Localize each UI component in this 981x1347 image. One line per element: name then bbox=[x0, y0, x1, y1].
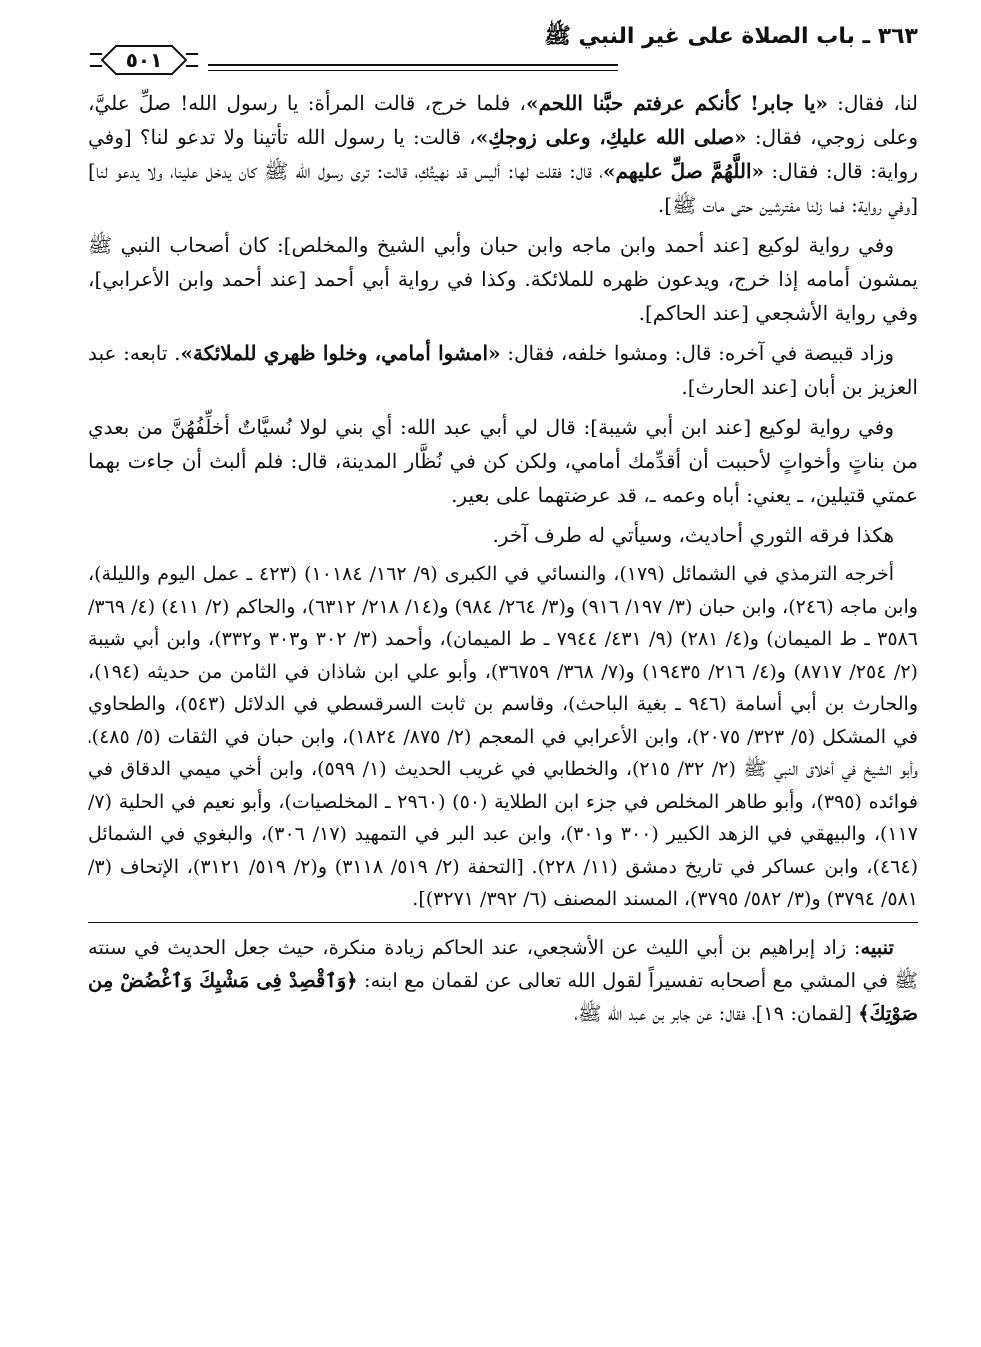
paragraph bbox=[88, 518, 918, 552]
main-text bbox=[88, 86, 918, 1030]
bold-text-run: «صلى الله عليكِ، وعلى زوجكِ» bbox=[475, 125, 747, 149]
text-run: ، فلما خرج، قالت المرأة: يا رسول الله! صلِّ عليَّ، وعلى زوجي، فقال: bbox=[88, 91, 919, 149]
book-page bbox=[88, 18, 918, 1328]
text-run: هكذا فرقه الثوري أحاديث، وسيأتي له طرف آخر. bbox=[492, 523, 894, 547]
separator-line bbox=[88, 922, 918, 923]
bold-text-run: «امشوا أمامي، وخلوا ظهري للملائكة» bbox=[180, 341, 501, 365]
text-run: ، قال: فقلت لها: أليس قد نهيتُكِ، قالت: ترى رسول الله ﷺ كان يدخل علينا، ولا يدعو لنا] [وفي رواية: فما زلنا مفترشين حتى مات ﷺ]. bbox=[88, 159, 918, 217]
paragraph bbox=[88, 410, 918, 512]
page-number-ornament bbox=[88, 40, 200, 80]
paragraph bbox=[88, 86, 918, 222]
sources-paragraph: أخرجه الترمذي في الشمائل (١٧٩)، والنسائي في الكبرى (٩/ ١٦٢/ ١٠١٨٤) (٤٢٣ ـ عمل اليوم والليلة)، وابن ماجه (٢٤٦)، وابن حبان (٣/ ١٩٧/ ٩١٦) و(٣/ ٢٦٤/ ٩٨٤) و(١٤/ ٢١٨/ ٦٣١٢)، والحاكم (٢/ ٤١١) (٤/ ٣٦٩/ ٣٥٨٦ ـ ط الميمان) و(٤/ ٢٨١) (٩/ ٤٣١/ ٧٩٤٤ ـ ط الميمان)، وأحمد (٣/ ٣٠٢ و٣٠٣ و٣٣٢)، وابن أبي شيبة (٢/ ٢٥٤/ ٨٧١٧) و(٤/ ٢١٦/ ١٩٤٣٥) و(٧/ ٣٦٨/ ٣٦٧٥٩)، وأبو علي ابن شاذان في الثامن من حديثه (١٩٤)، والحارث بن أبي أسامة (٩٤٦ ـ بغية الباحث)، وقاسم بن ثابت السرقسطي في الدلائل (٥٤٣)، والطحاوي في المشكل (٥/ ٣٢٣/ ٢٠٧٥)، وابن الأعرابي في المعجم (٢/ ٨٧٥/ ١٨٢٤)، وابن حبان في الثقات (٥/ ٤٨٥)، وأبو الشيخ في أخلاق النبي ﷺ (٢/ ٣٢/ ٢١٥)، والخطابي في غريب الحديث (١/ ٥٩٩)، وابن أخي ميمي الدقاق في فوائده (٣٩٥)، وأبو طاهر المخلص في جزء ابن الطلاية (٥٠) (٢٩٦٠ ـ المخلصيات)، وأبو نعيم في الحلية (٧/ ١١٧)، والبيهقي في الزهد الكبير (٣٠٠ و٣٠١)، وابن عبد البر في التمهيد (١٧/ ٣٠٦)، والبغوي في الشمائل (٤٦٤)، وابن عساكر في تاريخ دمشق (١١/ ٢٢٨). [التحفة (٢/ ٥١٩/ ٣١١٨) و(٢/ ٥١٩/ ٣١٢١)، الإتحاف (٣/ ٥٨١/ ٣٧٩٤) و(٣/ ٥٨٢/ ٣٧٩٥)، المسند المصنف (٦/ ٣٩٢/ ٣٢٧١)]. bbox=[88, 563, 918, 910]
header-rule-thin bbox=[208, 70, 618, 71]
page-header bbox=[88, 18, 918, 74]
text-run: وزاد قبيصة في آخره: قال: ومشوا خلفه، فقال: bbox=[500, 341, 894, 365]
paragraph bbox=[88, 336, 918, 404]
text-run: [لقمان: ١٩]، فقال: عن جابر بن عبد الله ﷺ، bbox=[574, 1001, 859, 1025]
running-title: ٣٦٣ ـ باب الصلاة على غير النبي ﷺ bbox=[544, 24, 918, 49]
bold-text-run: «اللَّهُمَّ صلِّ عليهم» bbox=[603, 159, 765, 183]
paragraph bbox=[88, 228, 918, 330]
text-run: : زاد إبراهيم بن أبي الليث عن الأشجعي، عند الحاكم زيادة منكرة، حيث جعل الحديث في سنته ﷺ في المشي مع أصحابه تفسيراً لقول الله تعالى عن لقمان مع ابنه: bbox=[88, 935, 918, 992]
header-rule bbox=[208, 64, 618, 66]
text-run: . تابعه: عبد العزيز بن أبان [عند الحارث]. bbox=[88, 341, 918, 399]
bold-text-run: تنبيه bbox=[860, 935, 894, 959]
note-paragraph bbox=[88, 931, 918, 1030]
bold-text-run: «يا جابر! كأنكم عرفتم حبَّنا اللحم» bbox=[525, 91, 828, 115]
text-run: ، قالت: يا رسول الله تأتينا ولا تدعو لنا؟ [وفي رواية: قال: فقال: bbox=[88, 125, 918, 183]
bold-text-run: ﴿وَٱقْصِدْ فِى مَشْيِكَ وَٱغْضُضْ مِن صَوْتِكَ﴾ bbox=[88, 968, 918, 1025]
text-run: وفي رواية لوكيع [عند ابن أبي شيبة]: قال لي أبي عبد الله: أي بني لولا نُسيَّاتٌ أخلِّفُهُنَّ من بعدي من بناتٍ وأخواتٍ لأحببت أن أقدِّمك أمامي، ولكن كن في نُظَّار المدينة، قال: فلم ألبث أن جاءت بهما عمتي قتيلين، ـ يعني: أباه وعمه ـ، قد عرضتهما على بعير. bbox=[88, 415, 918, 507]
page-number: ٥٠١ bbox=[125, 48, 163, 72]
text-run: وفي رواية لوكيع [عند أحمد وابن ماجه وابن حبان وأبي الشيخ والمخلص]: كان أصحاب النبي ﷺ يمشون أمامه إذا خرج، ويدعون ظهره للملائكة. وكذا في رواية أبي أحمد [عند أحمد وابن الأعرابي]، وفي رواية الأشجعي [عند الحاكم]. bbox=[88, 233, 918, 325]
text-run: لنا، فقال: bbox=[827, 91, 918, 115]
